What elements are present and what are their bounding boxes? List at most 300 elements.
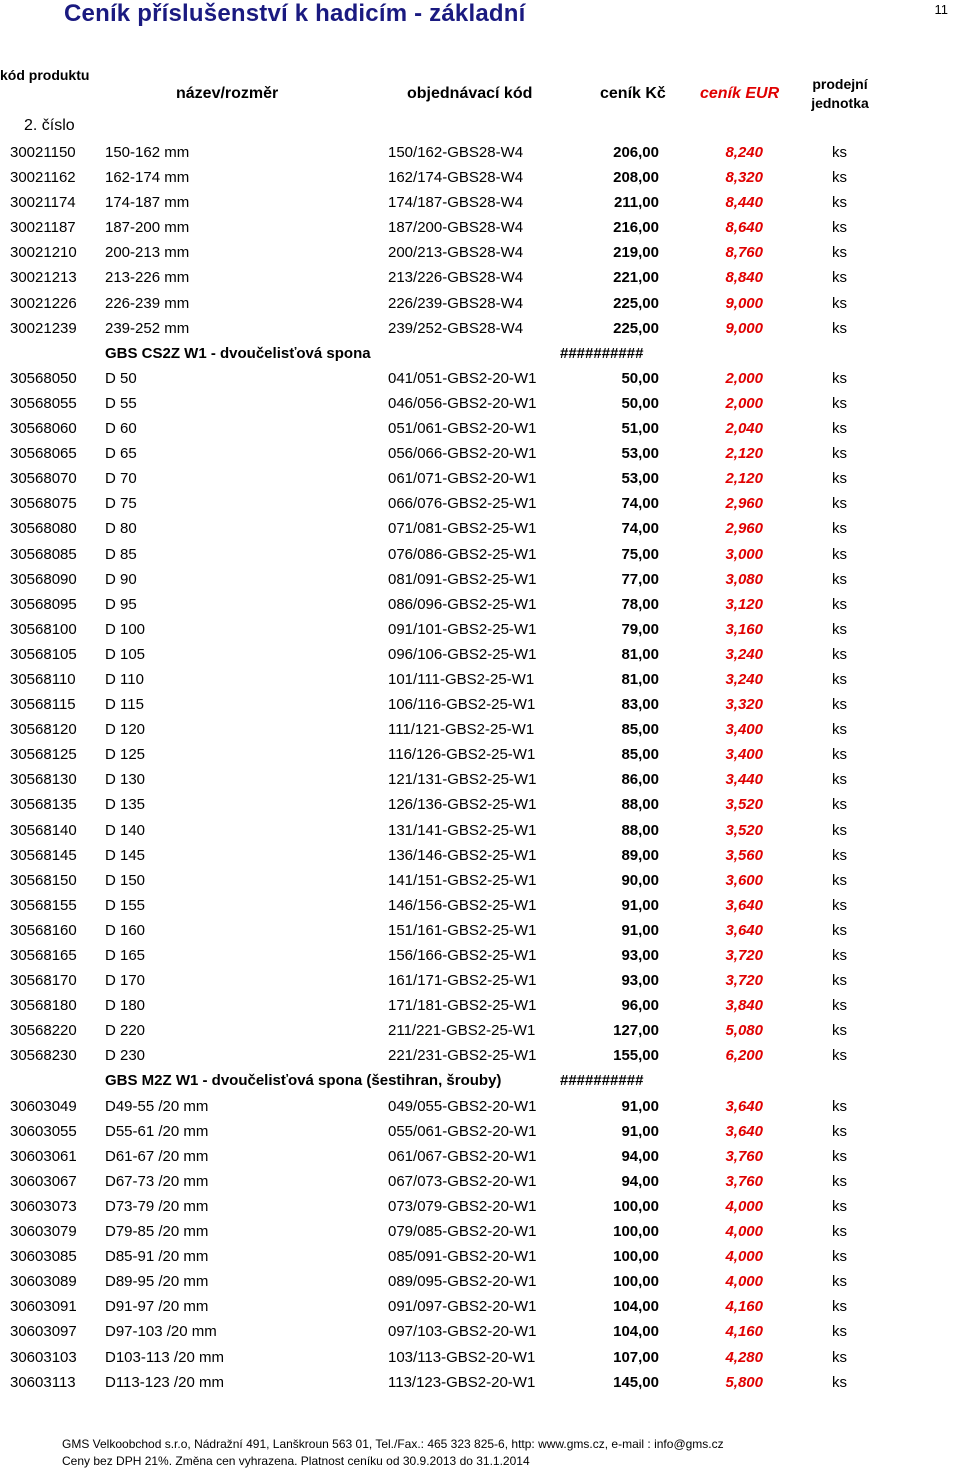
- order-code: 091/097-GBS2-20-W1: [388, 1298, 537, 1316]
- price-czk: 155,00: [613, 1047, 659, 1065]
- product-code: 30021226: [10, 294, 77, 312]
- product-code: 30568050: [10, 369, 77, 387]
- product-size: D67-73 /20 mm: [105, 1172, 209, 1190]
- order-code: 056/066-GBS2-20-W1: [388, 445, 537, 463]
- product-code: 30568120: [10, 721, 77, 739]
- table-row: [0, 1169, 960, 1194]
- product-code: 30021213: [10, 269, 77, 287]
- product-size: D55-61 /20 mm: [105, 1122, 209, 1140]
- order-code: 146/156-GBS2-25-W1: [388, 896, 537, 914]
- sales-unit: ks: [832, 1172, 847, 1190]
- product-code: 30568150: [10, 871, 77, 889]
- product-code: 30568085: [10, 545, 77, 563]
- order-code: 200/213-GBS28-W4: [388, 244, 524, 262]
- price-eur: 2,960: [725, 520, 763, 538]
- order-code: 073/079-GBS2-20-W1: [388, 1197, 537, 1215]
- order-code: 066/076-GBS2-25-W1: [388, 495, 537, 513]
- table-row: [0, 792, 960, 817]
- table-row: [0, 140, 960, 165]
- price-eur: 3,640: [725, 1122, 763, 1140]
- order-code: 156/166-GBS2-25-W1: [388, 947, 537, 964]
- price-eur: 8,240: [725, 144, 763, 161]
- product-code: 30568090: [10, 570, 77, 588]
- price-czk: 81,00: [621, 645, 659, 663]
- sales-unit: ks: [832, 796, 847, 814]
- order-code: 061/067-GBS2-20-W1: [388, 1147, 537, 1165]
- table-row: [0, 742, 960, 767]
- product-code: 30021150: [10, 144, 76, 161]
- price-czk: 100,00: [613, 1197, 659, 1215]
- header-price-czk: ceník Kč: [600, 85, 666, 102]
- sales-unit: ks: [832, 520, 847, 538]
- table-row: [0, 993, 960, 1018]
- price-eur: 3,440: [725, 771, 763, 789]
- order-code: 162/174-GBS28-W4: [388, 169, 524, 187]
- sales-unit: ks: [832, 1248, 847, 1266]
- price-czk: 127,00: [613, 1022, 659, 1040]
- product-size: 174-187 mm: [105, 194, 190, 212]
- price-eur: 2,120: [725, 470, 763, 488]
- product-size: 226-239 mm: [105, 294, 190, 312]
- product-code: 30021187: [10, 219, 76, 237]
- product-size: D 85: [105, 545, 137, 563]
- sales-unit: ks: [832, 696, 847, 714]
- table-row: [0, 642, 960, 667]
- table-row: [0, 592, 960, 617]
- price-eur: 3,760: [725, 1147, 763, 1165]
- price-eur: 3,000: [725, 545, 763, 563]
- price-eur: 4,000: [725, 1197, 763, 1215]
- price-eur: 3,520: [725, 796, 763, 814]
- price-czk: 77,00: [621, 570, 659, 588]
- table-row: [0, 1144, 960, 1169]
- price-czk: 93,00: [621, 972, 659, 990]
- order-code: 211/221-GBS2-25-W1: [388, 1022, 536, 1040]
- sales-unit: ks: [832, 846, 847, 864]
- price-eur: 5,800: [725, 1373, 763, 1391]
- price-czk: 53,00: [621, 445, 659, 463]
- product-code: 30021174: [10, 194, 76, 212]
- order-code: 126/136-GBS2-25-W1: [388, 796, 537, 814]
- product-size: D 75: [105, 495, 137, 513]
- product-size: D 95: [105, 595, 137, 613]
- product-code: 30603055: [10, 1122, 77, 1140]
- table-row: [0, 617, 960, 642]
- price-eur: 6,200: [725, 1047, 763, 1065]
- price-czk: 104,00: [613, 1323, 659, 1341]
- sales-unit: ks: [832, 670, 847, 688]
- table-row: [0, 968, 960, 993]
- price-czk: 86,00: [621, 771, 659, 789]
- product-size: D 50: [105, 369, 137, 387]
- order-code: 161/171-GBS2-25-W1: [388, 972, 537, 990]
- table-row: [0, 165, 960, 190]
- table-row: [0, 1319, 960, 1344]
- price-eur: 3,240: [725, 645, 763, 663]
- price-czk: 53,00: [621, 470, 659, 488]
- product-code: 30568065: [10, 445, 77, 463]
- price-czk: 89,00: [621, 846, 659, 864]
- sales-unit: ks: [832, 1373, 847, 1391]
- product-size: D 100: [105, 620, 146, 638]
- price-czk: 219,00: [613, 244, 659, 262]
- table-row: [0, 667, 960, 692]
- order-code: 046/056-GBS2-20-W1: [388, 394, 537, 412]
- product-code: 30568105: [10, 645, 77, 663]
- product-size: D 155: [105, 896, 146, 914]
- sales-unit: ks: [832, 495, 847, 513]
- price-eur: 3,640: [725, 896, 763, 914]
- product-size: D 115: [105, 696, 144, 714]
- product-code: 30568115: [10, 696, 76, 714]
- product-size: D79-85 /20 mm: [105, 1223, 209, 1241]
- product-size: 150-162 mm: [105, 144, 190, 161]
- table-row: [0, 215, 960, 240]
- product-code: 30568135: [10, 796, 77, 814]
- price-eur: 3,120: [725, 595, 763, 613]
- price-eur: 3,640: [725, 921, 763, 939]
- product-size: D97-103 /20 mm: [105, 1323, 217, 1341]
- header-unit-line2: jednotka: [811, 95, 869, 111]
- price-eur: 2,040: [725, 420, 763, 438]
- order-code: 121/131-GBS2-25-W1: [388, 771, 537, 789]
- order-code: 141/151-GBS2-25-W1: [388, 871, 537, 889]
- page-title: Ceník příslušenství k hadicím - základní: [64, 0, 526, 27]
- table-row: [0, 1043, 960, 1068]
- product-size: D85-91 /20 mm: [105, 1248, 209, 1266]
- table-row: [0, 1294, 960, 1319]
- price-eur: 2,000: [725, 394, 763, 412]
- product-size: D 120: [105, 721, 146, 739]
- table-row: [0, 240, 960, 265]
- price-eur: 3,840: [725, 997, 763, 1015]
- price-eur: 3,400: [725, 721, 763, 739]
- sales-unit: ks: [832, 645, 847, 663]
- table-row: [0, 692, 960, 717]
- product-size: D 230: [105, 1047, 146, 1065]
- sales-unit: ks: [832, 244, 847, 262]
- product-code: 30568130: [10, 771, 77, 789]
- price-czk: 74,00: [621, 520, 659, 538]
- sales-unit: ks: [832, 144, 847, 161]
- table-row: [0, 567, 960, 592]
- product-size: D103-113 /20 mm: [105, 1348, 224, 1366]
- price-czk: 206,00: [613, 144, 659, 161]
- sales-unit: ks: [832, 771, 847, 789]
- sales-unit: ks: [832, 1147, 847, 1165]
- product-code: 30568140: [10, 821, 77, 839]
- order-code: 049/055-GBS2-20-W1: [388, 1097, 537, 1115]
- order-code: 226/239-GBS28-W4: [388, 294, 524, 312]
- order-code: 171/181-GBS2-25-W1: [388, 997, 537, 1015]
- table-row: [0, 416, 960, 441]
- price-czk: 107,00: [613, 1348, 659, 1366]
- sales-unit: ks: [832, 1273, 847, 1291]
- price-czk: 225,00: [613, 319, 659, 337]
- section-header-row: [0, 1068, 960, 1093]
- price-czk: 94,00: [621, 1147, 659, 1165]
- table-row: [0, 868, 960, 893]
- price-czk: 208,00: [613, 169, 659, 187]
- product-size: D 60: [105, 420, 137, 438]
- sales-unit: ks: [832, 470, 847, 488]
- order-code: 085/091-GBS2-20-W1: [388, 1248, 537, 1266]
- price-czk: 90,00: [621, 871, 659, 889]
- price-eur: 5,080: [725, 1022, 763, 1040]
- price-eur: 3,160: [725, 620, 763, 638]
- product-code: 30021239: [10, 319, 77, 337]
- price-czk: 79,00: [621, 620, 659, 638]
- order-code: 101/111-GBS2-25-W1: [388, 670, 535, 688]
- sales-unit: ks: [832, 972, 847, 990]
- order-code: 151/161-GBS2-25-W1: [388, 921, 537, 939]
- sales-unit: ks: [832, 169, 847, 187]
- product-code: 30603103: [10, 1348, 77, 1366]
- product-code: 30603089: [10, 1273, 77, 1291]
- price-eur: 3,720: [725, 972, 763, 990]
- order-code: 051/061-GBS2-20-W1: [388, 420, 537, 438]
- order-code: 041/051-GBS2-20-W1: [388, 369, 537, 387]
- price-eur: 3,720: [725, 947, 763, 964]
- product-code: 30568080: [10, 520, 77, 538]
- sales-unit: ks: [832, 1097, 847, 1115]
- product-size: D113-123 /20 mm: [105, 1373, 224, 1391]
- product-size: 187-200 mm: [105, 219, 190, 237]
- price-eur: 3,080: [725, 570, 763, 588]
- product-code: 30603067: [10, 1172, 77, 1190]
- product-size: D 150: [105, 871, 146, 889]
- price-eur: 8,440: [725, 194, 763, 212]
- price-czk: 100,00: [613, 1248, 659, 1266]
- price-eur: 2,000: [725, 369, 763, 387]
- product-code: 30603113: [10, 1373, 76, 1391]
- order-code: 103/113-GBS2-20-W1: [388, 1348, 536, 1366]
- product-size: D 65: [105, 445, 137, 463]
- header-order-code: objednávací kód: [407, 85, 533, 102]
- price-eur: 8,320: [725, 169, 763, 187]
- price-eur: 4,160: [725, 1323, 763, 1341]
- sales-unit: ks: [832, 369, 847, 387]
- table-row: [0, 943, 960, 968]
- header-unit-line1: prodejní: [812, 76, 868, 92]
- order-code: 076/086-GBS2-25-W1: [388, 545, 537, 563]
- product-code: 30568110: [10, 670, 76, 688]
- order-code: 106/116-GBS2-25-W1: [388, 696, 536, 714]
- product-size: D91-97 /20 mm: [105, 1298, 209, 1316]
- price-czk: 50,00: [621, 369, 659, 387]
- product-code: 30568160: [10, 921, 77, 939]
- price-eur: 4,000: [725, 1273, 763, 1291]
- product-size: D 160: [105, 921, 146, 939]
- product-size: D49-55 /20 mm: [105, 1097, 209, 1115]
- sales-unit: ks: [832, 1348, 847, 1366]
- sales-unit: ks: [832, 947, 847, 964]
- price-czk: 145,00: [613, 1373, 659, 1391]
- sales-unit: ks: [832, 821, 847, 839]
- price-czk: 85,00: [621, 746, 659, 764]
- price-eur: 8,840: [725, 269, 763, 287]
- product-size: D 135: [105, 796, 146, 814]
- order-code: 136/146-GBS2-25-W1: [388, 846, 537, 864]
- price-eur: 8,760: [725, 244, 763, 262]
- price-eur: 3,520: [725, 821, 763, 839]
- table-row: [0, 491, 960, 516]
- sales-unit: ks: [832, 620, 847, 638]
- product-size: D 140: [105, 821, 146, 839]
- table-row: [0, 1194, 960, 1219]
- price-eur: 3,400: [725, 746, 763, 764]
- sales-unit: ks: [832, 1223, 847, 1241]
- sales-unit: ks: [832, 746, 847, 764]
- table-row: [0, 291, 960, 316]
- order-code: 096/106-GBS2-25-W1: [388, 645, 537, 663]
- order-code: 061/071-GBS2-20-W1: [388, 470, 537, 488]
- product-code: 30568230: [10, 1047, 77, 1065]
- order-code: 113/123-GBS2-20-W1: [388, 1373, 536, 1391]
- price-czk: 78,00: [621, 595, 659, 613]
- product-code: 30021210: [10, 244, 77, 262]
- header-second-number: 2. číslo: [24, 117, 75, 134]
- sales-unit: ks: [832, 445, 847, 463]
- table-row: [0, 767, 960, 792]
- sales-unit: ks: [832, 269, 847, 287]
- price-eur: 4,000: [725, 1248, 763, 1266]
- table-row: [0, 1219, 960, 1244]
- price-czk: 88,00: [621, 821, 659, 839]
- product-size: D 125: [105, 746, 146, 764]
- product-code: 30568070: [10, 470, 77, 488]
- price-czk: 85,00: [621, 721, 659, 739]
- price-czk: 75,00: [621, 545, 659, 563]
- order-code: 221/231-GBS2-25-W1: [388, 1047, 537, 1065]
- price-czk: 221,00: [613, 269, 659, 287]
- sales-unit: ks: [832, 1197, 847, 1215]
- order-code: 086/096-GBS2-25-W1: [388, 595, 537, 613]
- sales-unit: ks: [832, 1298, 847, 1316]
- order-code: 079/085-GBS2-20-W1: [388, 1223, 537, 1241]
- table-row: [0, 918, 960, 943]
- product-size: D89-95 /20 mm: [105, 1273, 209, 1291]
- product-code: 30568145: [10, 846, 77, 864]
- order-code: 089/095-GBS2-20-W1: [388, 1273, 537, 1291]
- product-code: 30568075: [10, 495, 77, 513]
- table-row: [0, 717, 960, 742]
- sales-unit: ks: [832, 997, 847, 1015]
- footer-company: GMS Velkoobchod s.r.o, Nádražní 491, Lanškroun 563 01, Tel./Fax.: 465 323 825-6, http: www.gms.cz, e-mail : info@gms.cz: [62, 1437, 724, 1451]
- product-code: 30603073: [10, 1197, 77, 1215]
- order-code: 067/073-GBS2-20-W1: [388, 1172, 537, 1190]
- table-row: [0, 316, 960, 341]
- section-title: GBS CS2Z W1 - dvoučelisťová spona: [105, 344, 371, 362]
- order-code: 174/187-GBS28-W4: [388, 194, 524, 212]
- product-size: D 130: [105, 771, 146, 789]
- sales-unit: ks: [832, 194, 847, 212]
- product-code: 30568170: [10, 972, 77, 990]
- product-size: D 55: [105, 394, 137, 412]
- price-czk: 93,00: [621, 947, 659, 964]
- product-size: D 90: [105, 570, 137, 588]
- product-size: 213-226 mm: [105, 269, 190, 287]
- price-eur: 3,600: [725, 871, 763, 889]
- header-name-size: název/rozměr: [176, 85, 279, 102]
- table-row: [0, 1269, 960, 1294]
- price-czk: 96,00: [621, 997, 659, 1015]
- footer-validity: Ceny bez DPH 21%. Změna cen vyhrazena. Platnost ceníku od 30.9.2013 do 31.1.2014: [62, 1454, 530, 1468]
- product-code: 30568220: [10, 1022, 77, 1040]
- product-size: D 180: [105, 997, 146, 1015]
- order-code: 091/101-GBS2-25-W1: [388, 620, 537, 638]
- order-code: 071/081-GBS2-25-W1: [388, 520, 537, 538]
- price-czk: 83,00: [621, 696, 659, 714]
- price-czk: 100,00: [613, 1273, 659, 1291]
- table-row: [0, 190, 960, 215]
- sales-unit: ks: [832, 319, 847, 337]
- order-code: 081/091-GBS2-25-W1: [388, 570, 537, 588]
- price-eur: 2,960: [725, 495, 763, 513]
- header-price-eur: ceník EUR: [700, 85, 780, 102]
- price-eur: 3,320: [725, 696, 763, 714]
- price-eur: 4,160: [725, 1298, 763, 1316]
- price-czk: 91,00: [621, 896, 659, 914]
- sales-unit: ks: [832, 1022, 847, 1040]
- order-code: 150/162-GBS28-W4: [388, 144, 524, 161]
- product-size: 162-174 mm: [105, 169, 190, 187]
- sales-unit: ks: [832, 420, 847, 438]
- table-row: [0, 265, 960, 290]
- price-czk: 104,00: [613, 1298, 659, 1316]
- sales-unit: ks: [832, 896, 847, 914]
- sales-unit: ks: [832, 570, 847, 588]
- product-code: 30568055: [10, 394, 77, 412]
- price-eur: 4,280: [725, 1348, 763, 1366]
- table-row: [0, 366, 960, 391]
- product-code: 30568125: [10, 746, 77, 764]
- product-size: 239-252 mm: [105, 319, 190, 337]
- price-czk: 91,00: [621, 921, 659, 939]
- product-size: D73-79 /20 mm: [105, 1197, 209, 1215]
- price-eur: 3,240: [725, 670, 763, 688]
- product-size: D 70: [105, 470, 137, 488]
- product-code: 30568165: [10, 947, 77, 964]
- price-czk: 50,00: [621, 394, 659, 412]
- order-code: 213/226-GBS28-W4: [388, 269, 524, 287]
- order-code: 111/121-GBS2-25-W1: [388, 721, 535, 739]
- table-row: [0, 542, 960, 567]
- order-code: 097/103-GBS2-20-W1: [388, 1323, 537, 1341]
- sales-unit: ks: [832, 219, 847, 237]
- price-czk: 91,00: [621, 1097, 659, 1115]
- sales-unit: ks: [832, 1323, 847, 1341]
- header-product-code: kód produktu: [0, 67, 90, 83]
- product-size: D 165: [105, 947, 146, 964]
- product-code: 30603091: [10, 1298, 77, 1316]
- product-size: D 220: [105, 1022, 146, 1040]
- section-hash-value: ##########: [560, 344, 644, 362]
- table-row: [0, 516, 960, 541]
- product-code: 30603097: [10, 1323, 77, 1341]
- sales-unit: ks: [832, 545, 847, 563]
- page-number: 11: [934, 2, 948, 17]
- section-title: GBS M2Z W1 - dvoučelisťová spona (šestihran, šrouby): [105, 1072, 502, 1090]
- price-czk: 225,00: [613, 294, 659, 312]
- table-row: [0, 466, 960, 491]
- price-czk: 88,00: [621, 796, 659, 814]
- price-czk: 216,00: [613, 219, 659, 237]
- price-eur: 9,000: [725, 294, 763, 312]
- table-row: [0, 818, 960, 843]
- sales-unit: ks: [832, 394, 847, 412]
- section-hash-value: ##########: [560, 1072, 644, 1090]
